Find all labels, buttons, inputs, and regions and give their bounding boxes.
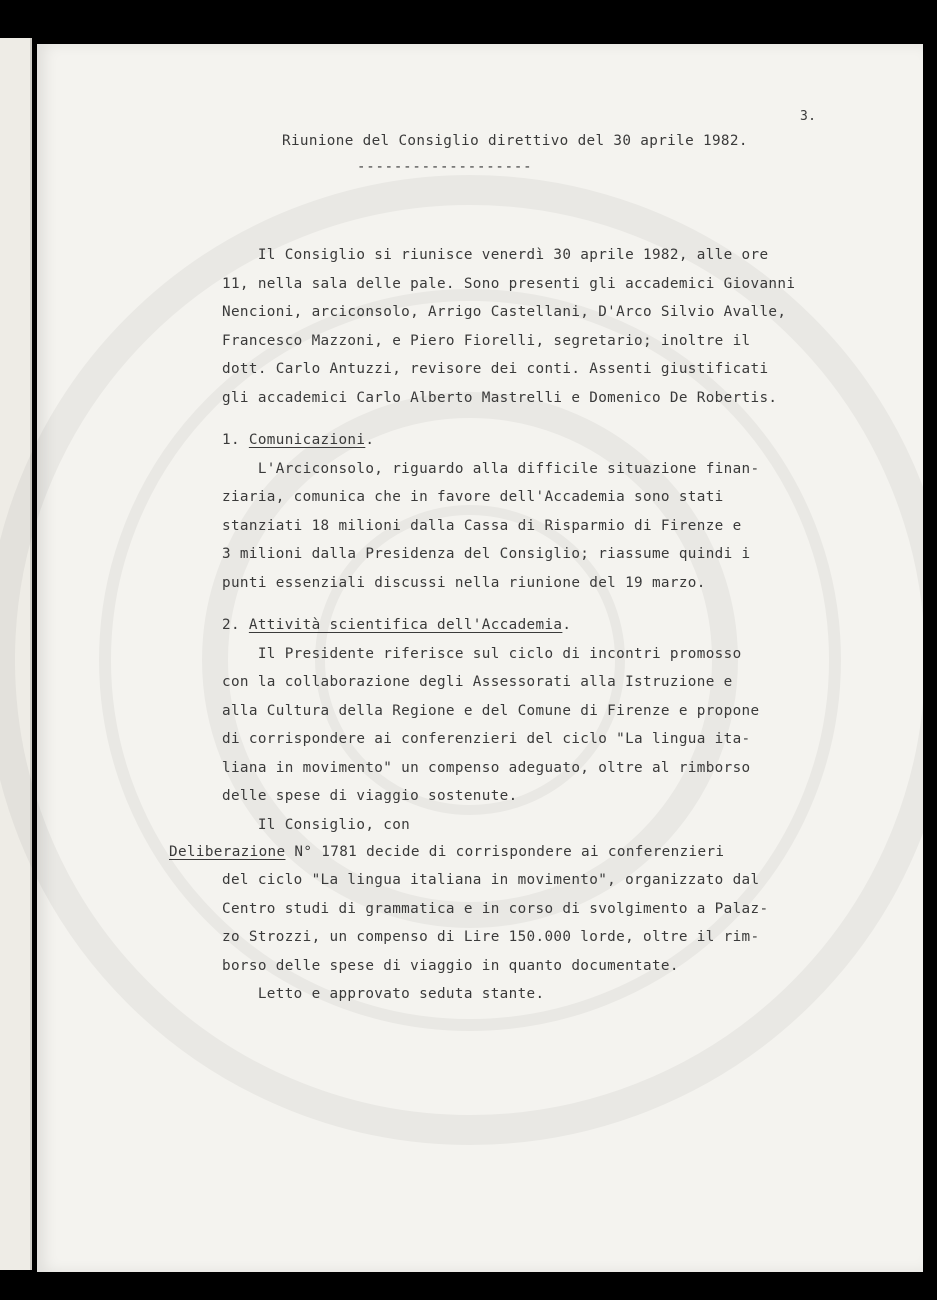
text-line: Il Consiglio si riunisce venerdì 30 aprile 1982, alle ore bbox=[222, 247, 769, 263]
text-line: stanziati 18 milioni dalla Cassa di Risparmio di Firenze e bbox=[222, 517, 742, 534]
section-1-number: 1. bbox=[222, 432, 249, 448]
page-number: 3. bbox=[800, 109, 817, 124]
text-line: Il Consiglio, con bbox=[222, 816, 411, 833]
text-line: Il Presidente riferisce sul ciclo di incontri promosso bbox=[222, 645, 742, 662]
deliberation-line bbox=[169, 838, 724, 867]
text-line: Letto e approvato seduta stante. bbox=[222, 986, 545, 1002]
text-line: delle spese di viaggio sostenute. bbox=[222, 788, 518, 804]
section-1-heading bbox=[222, 426, 759, 455]
text-line: Nencioni, arciconsolo, Arrigo Castellani, D'Arco Silvio Avalle, bbox=[222, 304, 787, 320]
text-line: 3 milioni dalla Presidenza del Consiglio; riassume quindi i bbox=[222, 546, 751, 562]
text-line: Centro studi di grammatica e in corso di svolgimento a Palaz- bbox=[222, 900, 769, 917]
text-line: alla Cultura della Regione e del Comune di Firenze e propone bbox=[222, 702, 760, 719]
section-2-suffix: . bbox=[562, 617, 572, 633]
section-2-heading bbox=[222, 611, 759, 640]
section-2-title: Attività scientifica dell'Accademia bbox=[248, 617, 563, 633]
text-line: ziaria, comunica che in favore dell'Accademia sono stati bbox=[222, 489, 724, 505]
left-page-edge bbox=[0, 38, 32, 1270]
deliberation-first-line: N° 1781 decide di corrispondere ai conferenzieri bbox=[285, 844, 725, 860]
deliberation-body bbox=[222, 866, 768, 1009]
text-line: zo Strozzi, un compenso di Lire 150.000 lorde, oltre il rim- bbox=[222, 929, 760, 945]
text-line: liana in movimento" un compenso adeguato, oltre al rimborso bbox=[222, 759, 751, 776]
title-underline: ------------------- bbox=[357, 159, 533, 175]
section-2-number: 2. bbox=[222, 617, 249, 633]
section-1-title: Comunicazioni bbox=[248, 432, 366, 448]
deliberation-label: Deliberazione bbox=[169, 844, 286, 860]
text-line: gli accademici Carlo Alberto Mastrelli e Domenico De Robertis. bbox=[222, 389, 778, 406]
text-line: 11, nella sala delle pale. Sono presenti gli accademici Giovanni bbox=[222, 275, 796, 292]
document-title: Riunione del Consiglio direttivo del 30 aprile 1982. bbox=[282, 133, 748, 149]
text-line: punti essenziali discussi nella riunione del 19 marzo. bbox=[222, 574, 706, 591]
section-2 bbox=[222, 611, 759, 839]
text-line: borso delle spese di viaggio in quanto documentate. bbox=[222, 957, 679, 974]
text-line: dott. Carlo Antuzzi, revisore dei conti. Assenti giustificati bbox=[222, 361, 769, 377]
text-line: di corrispondere ai conferenzieri del ciclo "La lingua ita- bbox=[222, 731, 751, 747]
text-line: con la collaborazione degli Assessorati alla Istruzione e bbox=[222, 674, 733, 690]
text-line: Francesco Mazzoni, e Piero Fiorelli, segretario; inoltre il bbox=[222, 332, 751, 349]
intro-paragraph bbox=[222, 241, 795, 412]
text-line: del ciclo "La lingua italiana in movimento", organizzato dal bbox=[222, 872, 760, 888]
section-1 bbox=[222, 426, 759, 597]
text-line: L'Arciconsolo, riguardo alla difficile situazione finan- bbox=[222, 460, 760, 477]
section-1-suffix: . bbox=[365, 432, 375, 448]
